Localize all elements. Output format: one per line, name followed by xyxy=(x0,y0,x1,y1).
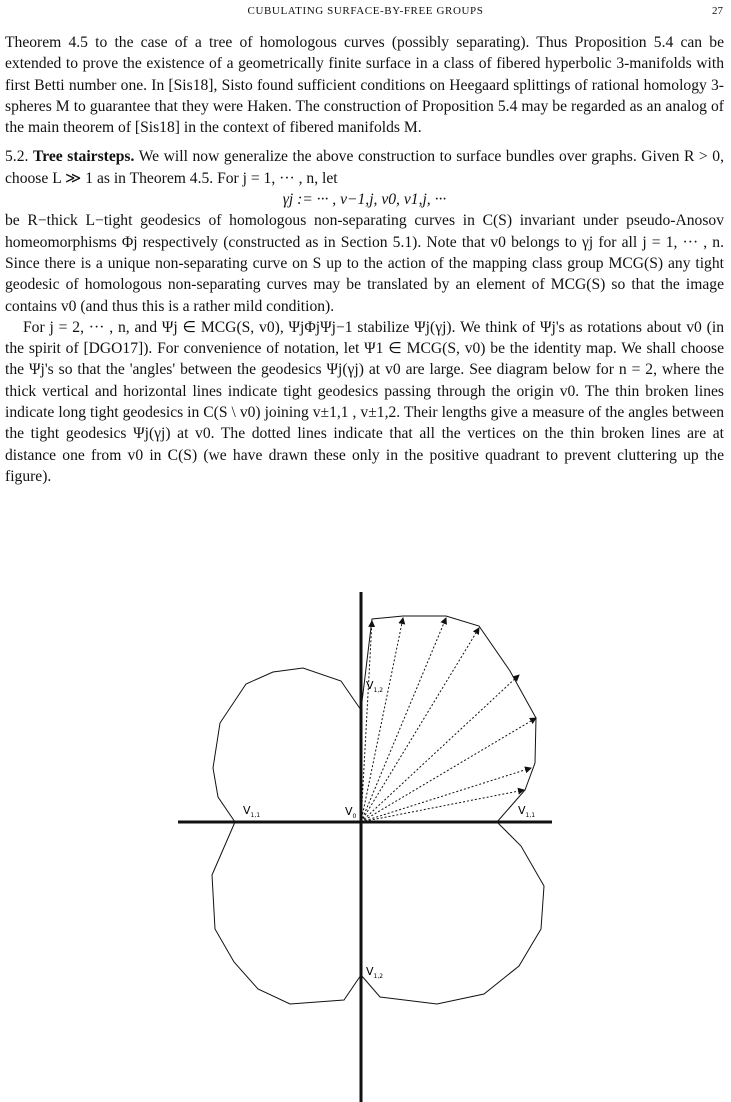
running-header xyxy=(0,5,731,23)
page-number: 27 xyxy=(712,5,723,17)
section-title: Tree stairsteps. xyxy=(32,148,135,166)
paragraph-rotations: For j = 2, ··· , n, and Ψj ∈ MCG(S, v0), ΨjΦjΨj−1 stabilize Ψj(γj). We think of Ψj's as rotations about v0 (in the spirit of [DGO17]). For convenience of notation, let Ψ1 ∈ MCG(S, v0) be the identity map. We shall choose the Ψj's so that the 'angles' between the geodesics Ψj(γj) at v0 are large. See diagram below for n = 2, where the thick vertical and horizontal lines indicate tight geodesics passing through the origin v0. The thin broken lines indicate long tight geodesics in C(S \ v0) joining v±1,1 , v±1,2. Their lengths give a measure of the angles between the tight geodesics Ψj(γj) at v0. The dotted lines indicate that all the vertices on the thin broken lines are at distance one from v0 in C(S) (we have drawn these only in the positive quadrant to prevent cluttering up the figure). xyxy=(5,318,724,485)
broken-line-lower-right xyxy=(361,822,544,1004)
dotted-arrow xyxy=(361,768,531,822)
label-v11-left: $V_{1,1}$ xyxy=(243,804,261,819)
label-v12-top: $V_{1,2}$ xyxy=(366,679,384,694)
display-equation: γj := ··· , v−1,j, v0, v1,j, ··· xyxy=(282,191,447,209)
label-v12-bottom: $V_{1,2}$ xyxy=(366,965,384,980)
dotted-arrow xyxy=(361,618,403,822)
dotted-arrow xyxy=(361,790,524,822)
dotted-arrow xyxy=(361,621,372,822)
paragraph-continuation: Theorem 4.5 to the case of a tree of homologous curves (possibly separating). Thus Proposition 5.4 can be extended to prove the existence of a geometrically finite surface in a class of fibered hyperbolic 3-manifolds with first Betti number one. In [Sis18], Sisto found sufficient conditions on Heegaard splittings of rational homology 3-spheres M to guarantee that they were Haken. The construction of Proposition 5.4 may be regarded as an analog of the main theorem of [Sis18] in the context of fibered manifolds M. xyxy=(5,34,724,137)
dotted-arrow xyxy=(361,618,446,822)
stairstep-figure xyxy=(0,592,731,1102)
dotted-arrow xyxy=(361,675,519,822)
broken-line-lower-left xyxy=(212,822,361,1004)
running-title: CUBULATING SURFACE-BY-FREE GROUPS xyxy=(247,5,484,17)
section-number: 5.2. xyxy=(5,148,29,166)
paragraph-geodesics: be R−thick L−tight geodesics of homologous non-separating curves in C(S) invariant under pseudo-Anosov homeomorphisms Φj respectively (constructed as in Section 5.1). Note that v0 belongs to γj for all j = 1, ··· , n. Since there is a unique non-separating curve on S up to the action of the mapping class group MCG(S) any tight geodesic of homologous non-separating curves may be translated by an element of MCG(S) so that the image contains v0 (and thus this is a rather mild condition). xyxy=(5,212,724,315)
label-v11-right: $V_{1,1}$ xyxy=(518,804,536,819)
label-v0: $V_0$ xyxy=(345,805,357,820)
section-intro: We will now generalize the above construction to surface bundles over graphs. Given R > 0, choose L ≫ 1 as in Theorem 4.5. For j = 1, ··· , n, let xyxy=(5,148,724,187)
dotted-arrow xyxy=(361,628,479,822)
body-text xyxy=(5,32,724,487)
section-paragraph xyxy=(5,146,724,189)
dotted-arrows xyxy=(361,618,536,822)
broken-line-upper-left xyxy=(213,668,361,822)
broken-line-upper-right xyxy=(361,616,536,822)
dotted-arrow xyxy=(361,718,536,822)
